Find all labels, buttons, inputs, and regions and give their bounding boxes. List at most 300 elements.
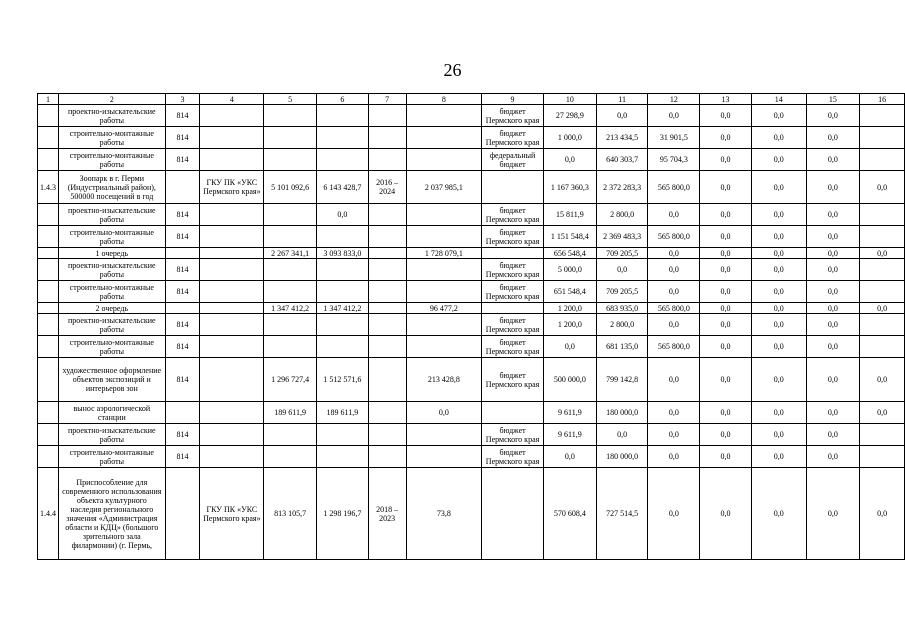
header-cell: 4 [200,94,264,105]
table-cell: 814 [165,446,200,468]
table-cell: 656 548,4 [544,248,597,259]
table-cell: 709 205,5 [596,281,648,303]
table-cell: 0,0 [596,424,648,446]
table-cell [165,303,200,314]
table-cell [264,281,317,303]
table-cell: 0,0 [700,468,752,560]
table-cell: 0,0 [751,226,806,248]
table-cell [860,446,905,468]
table-cell [200,402,264,424]
table-cell [317,446,369,468]
table-row [38,468,905,560]
table-cell: 814 [165,281,200,303]
table-cell [860,204,905,226]
table-cell: 640 303,7 [596,149,648,171]
table-cell: 9 611,9 [544,402,597,424]
table-cell: вынос аэрологической станции [59,402,166,424]
table-cell: 0,0 [648,248,700,259]
table-cell [368,204,406,226]
table-cell: 814 [165,259,200,281]
header-cell: 9 [482,94,544,105]
table-cell [860,149,905,171]
table-cell: 0,0 [860,402,905,424]
table-cell: Приспособление для современного использования объекта культурного наследия регионального значения «Администрация области и КДЦ» (большого зрительного зала филармонии) (г. Пермь, [59,468,166,560]
table-cell: 0,0 [860,303,905,314]
table-cell: 73,8 [406,468,482,560]
table-cell: ГКУ ПК «УКС Пермского края» [200,171,264,204]
table-cell: 0,0 [806,358,860,402]
table-cell [860,336,905,358]
table-cell [165,171,200,204]
table-cell: 189 611,9 [264,402,317,424]
table-cell: 0,0 [860,171,905,204]
table-cell: 0,0 [700,248,752,259]
table-cell [264,127,317,149]
page-number: 26 [443,60,462,80]
table-cell [860,127,905,149]
table-cell [482,402,544,424]
table-cell: 0,0 [700,171,752,204]
table-cell: 813 105,7 [264,468,317,560]
table-row [38,149,905,171]
table-cell: 0,0 [751,402,806,424]
table-cell: 814 [165,127,200,149]
table-cell: 213 434,5 [596,127,648,149]
table-cell: 0,0 [751,336,806,358]
table-cell: 0,0 [751,446,806,468]
table-row [38,358,905,402]
header-cell: 13 [700,94,752,105]
table-cell [200,446,264,468]
table-cell [368,127,406,149]
header-cell: 15 [806,94,860,105]
table-cell [38,105,59,127]
table-cell [317,127,369,149]
table-cell [38,314,59,336]
table-cell [368,314,406,336]
table-cell: 0,0 [806,314,860,336]
table-cell: 2 369 483,3 [596,226,648,248]
table-cell [38,226,59,248]
header-cell: 7 [368,94,406,105]
table-cell: строительно-монтажные работы [59,446,166,468]
table-cell: 1 296 727,4 [264,358,317,402]
table-cell: 0,0 [544,446,597,468]
table-cell [38,127,59,149]
table-cell: 2016 – 2024 [368,171,406,204]
table-cell: 0,0 [648,468,700,560]
table-cell: 0,0 [700,358,752,402]
table-cell [38,446,59,468]
table-cell [264,314,317,336]
table-cell: строительно-монтажные работы [59,149,166,171]
table-cell: 27 298,9 [544,105,597,127]
table-row [38,259,905,281]
table-cell: 0,0 [648,446,700,468]
table-row [38,204,905,226]
table-cell: 2 800,0 [596,314,648,336]
table-cell [38,424,59,446]
table-cell [368,446,406,468]
table-cell [264,259,317,281]
table-cell [200,105,264,127]
table-cell: 95 704,3 [648,149,700,171]
table-cell: 0,0 [751,149,806,171]
table-cell: 0,0 [806,226,860,248]
table-cell: 213 428,8 [406,358,482,402]
table-cell [860,424,905,446]
table-row [38,171,905,204]
table-cell: 2 267 341,1 [264,248,317,259]
table-cell: 0,0 [806,468,860,560]
table-cell [200,248,264,259]
table-row [38,424,905,446]
table-cell: 0,0 [648,424,700,446]
table-cell: 0,0 [700,259,752,281]
table-cell: 0,0 [648,105,700,127]
table-cell [200,127,264,149]
table-cell [406,424,482,446]
table-cell: 1 200,0 [544,314,597,336]
table-cell [406,281,482,303]
table-row [38,127,905,149]
table-cell: 0,0 [806,402,860,424]
table-cell: федеральный бюджет [482,149,544,171]
table-cell [406,446,482,468]
table-cell: 0,0 [648,204,700,226]
table-cell [368,105,406,127]
table-cell: 0,0 [700,226,752,248]
table-cell: 651 548,4 [544,281,597,303]
table-cell: 565 800,0 [648,336,700,358]
table-cell [200,314,264,336]
table-cell: бюджет Пермского края [482,446,544,468]
header-cell: 16 [860,94,905,105]
table-cell: 814 [165,424,200,446]
table-cell: 0,0 [406,402,482,424]
table-cell: 0,0 [806,149,860,171]
table-cell: 0,0 [806,127,860,149]
table-cell: 565 800,0 [648,226,700,248]
table-cell: 96 477,2 [406,303,482,314]
table-cell: 1 151 548,4 [544,226,597,248]
table-cell: 31 901,5 [648,127,700,149]
table-cell: 0,0 [648,402,700,424]
table-cell: 727 514,5 [596,468,648,560]
table-cell [368,424,406,446]
table-cell: 1 200,0 [544,303,597,314]
table-cell: 0,0 [596,105,648,127]
header-cell: 14 [751,94,806,105]
table-cell: строительно-монтажные работы [59,336,166,358]
table-cell: 0,0 [751,424,806,446]
table-cell: 0,0 [544,336,597,358]
table-row [38,446,905,468]
table-cell [317,336,369,358]
table-cell [264,226,317,248]
table-cell [317,226,369,248]
table-cell: 0,0 [700,149,752,171]
header-cell: 3 [165,94,200,105]
table-cell [368,402,406,424]
table-row [38,336,905,358]
table-row [38,226,905,248]
table-cell: 0,0 [806,259,860,281]
table-cell [38,281,59,303]
table-cell [38,248,59,259]
table-cell: 709 205,5 [596,248,648,259]
table-cell: 0,0 [700,314,752,336]
table-cell: 3 093 833,0 [317,248,369,259]
table-cell: 0,0 [751,281,806,303]
table-cell: 2 очередь [59,303,166,314]
table-row [38,303,905,314]
table-row [38,248,905,259]
table-cell: 0,0 [751,358,806,402]
table-cell: 814 [165,336,200,358]
table-cell: 0,0 [806,204,860,226]
table-row [38,402,905,424]
table-cell: 0,0 [317,204,369,226]
table-cell: 180 000,0 [596,402,648,424]
table-cell: 0,0 [806,424,860,446]
table-cell: 500 000,0 [544,358,597,402]
table-cell: бюджет Пермского края [482,127,544,149]
table-cell: 0,0 [806,171,860,204]
table-cell: 814 [165,314,200,336]
table-cell: 814 [165,226,200,248]
table-cell [406,336,482,358]
table-cell: бюджет Пермского края [482,358,544,402]
table-cell: 2 372 283,3 [596,171,648,204]
table-cell: 9 611,9 [544,424,597,446]
table-cell: 799 142,8 [596,358,648,402]
table-cell [165,402,200,424]
table-cell: ГКУ ПК «УКС Пермского края» [200,468,264,560]
table-cell: 0,0 [751,204,806,226]
table-cell [406,149,482,171]
table-cell [200,259,264,281]
table-cell: 5 000,0 [544,259,597,281]
table-cell [165,248,200,259]
table-cell [317,314,369,336]
table-cell: 2 037 985,1 [406,171,482,204]
table-cell: 0,0 [806,248,860,259]
table-cell: проектно-изыскательские работы [59,314,166,336]
table-cell: 0,0 [700,402,752,424]
table-cell: бюджет Пермского края [482,259,544,281]
table-cell [200,303,264,314]
table-cell: 0,0 [860,468,905,560]
table-cell [317,424,369,446]
table-cell [368,336,406,358]
table-cell: 189 611,9 [317,402,369,424]
table-cell: 814 [165,149,200,171]
table-cell [368,226,406,248]
table-cell [860,314,905,336]
table-cell [368,358,406,402]
table-cell [200,358,264,402]
table-cell: 0,0 [806,303,860,314]
table-cell [482,248,544,259]
table-cell: бюджет Пермского края [482,281,544,303]
table-cell: 0,0 [648,358,700,402]
table-cell [860,281,905,303]
table-cell: 0,0 [700,127,752,149]
table-cell: 1 347 412,2 [264,303,317,314]
table-cell [860,226,905,248]
table-cell: 1 000,0 [544,127,597,149]
table-cell: 1 347 412,2 [317,303,369,314]
table-cell: Зоопарк в г. Перми (Индустриальный район), 500000 посещений в год [59,171,166,204]
table-cell: 15 811,9 [544,204,597,226]
table-cell [317,259,369,281]
table-cell: 0,0 [806,446,860,468]
table-cell: 6 143 428,7 [317,171,369,204]
table-cell [368,303,406,314]
table-cell: 180 000,0 [596,446,648,468]
table-cell: 0,0 [751,248,806,259]
table-cell: 0,0 [700,446,752,468]
table-cell [200,281,264,303]
table-cell: художественное оформление объектов экспозиций и интерьеров зон [59,358,166,402]
table-cell [317,105,369,127]
header-cell: 12 [648,94,700,105]
table-cell [860,105,905,127]
table-cell: 0,0 [806,105,860,127]
table-cell: 0,0 [751,314,806,336]
table-cell: 0,0 [751,105,806,127]
table-cell: 0,0 [806,281,860,303]
table-cell: 0,0 [860,248,905,259]
table-cell [860,259,905,281]
table-cell: бюджет Пермского края [482,105,544,127]
header-cell: 6 [317,94,369,105]
table-cell: бюджет Пермского края [482,226,544,248]
table-cell: бюджет Пермского края [482,424,544,446]
table-cell: бюджет Пермского края [482,204,544,226]
table-cell [264,105,317,127]
table-cell [482,468,544,560]
table-cell: бюджет Пермского края [482,314,544,336]
table-cell [368,149,406,171]
header-cell: 8 [406,94,482,105]
table-cell: 1 512 571,6 [317,358,369,402]
table-cell: 1 очередь [59,248,166,259]
table-cell: 0,0 [544,149,597,171]
table-cell [38,259,59,281]
table-cell [406,259,482,281]
table-cell: строительно-монтажные работы [59,226,166,248]
table-cell: 683 935,0 [596,303,648,314]
header-cell: 11 [596,94,648,105]
table-cell: 2 800,0 [596,204,648,226]
table-cell: 0,0 [700,303,752,314]
table-cell: 681 135,0 [596,336,648,358]
table-row [38,314,905,336]
table-cell: 0,0 [751,171,806,204]
table-cell: 0,0 [806,336,860,358]
table-cell [38,336,59,358]
table-cell: 565 800,0 [648,171,700,204]
table-cell [200,424,264,446]
table-cell [38,303,59,314]
table-cell [200,149,264,171]
table-cell [482,303,544,314]
table-cell: проектно-изыскательские работы [59,204,166,226]
table-cell: 0,0 [700,105,752,127]
table-cell [368,259,406,281]
table-cell: 0,0 [700,336,752,358]
table-cell [368,281,406,303]
table-cell [264,204,317,226]
table-cell: проектно-изыскательские работы [59,105,166,127]
table-cell: 814 [165,105,200,127]
table-cell [165,468,200,560]
table-cell: 1 167 360,3 [544,171,597,204]
table-cell: 0,0 [648,314,700,336]
table-cell: 0,0 [751,259,806,281]
table-cell [200,204,264,226]
table-cell: 0,0 [860,358,905,402]
table-cell: 0,0 [700,204,752,226]
header-cell: 2 [59,94,166,105]
table-cell: 0,0 [596,259,648,281]
table-cell [317,149,369,171]
table-cell [406,105,482,127]
table-cell [200,336,264,358]
table-cell: 814 [165,204,200,226]
table-row [38,281,905,303]
table-cell [406,204,482,226]
table-cell [38,204,59,226]
budget-table [37,93,905,560]
table-cell [482,171,544,204]
table-cell [38,149,59,171]
table-cell: строительно-монтажные работы [59,127,166,149]
table-cell [264,446,317,468]
table-cell: 5 101 092,6 [264,171,317,204]
table-cell: 0,0 [700,424,752,446]
table-cell: 0,0 [751,468,806,560]
table-cell: 0,0 [751,303,806,314]
table-cell: 0,0 [700,281,752,303]
table-cell: проектно-изыскательские работы [59,259,166,281]
table-cell [406,226,482,248]
table-cell [264,424,317,446]
table-cell: 570 608,4 [544,468,597,560]
table-cell: бюджет Пермского края [482,336,544,358]
table-cell [368,248,406,259]
table-cell [406,127,482,149]
table-cell: строительно-монтажные работы [59,281,166,303]
table-cell [317,281,369,303]
header-row [38,94,905,105]
table-cell [264,149,317,171]
table-cell [406,314,482,336]
table-cell: 1 298 196,7 [317,468,369,560]
table-cell [264,336,317,358]
table-cell: 814 [165,358,200,402]
table-cell: проектно-изыскательские работы [59,424,166,446]
table-row [38,105,905,127]
table-cell: 2018 – 2023 [368,468,406,560]
table-cell: 0,0 [648,281,700,303]
header-cell: 5 [264,94,317,105]
table-cell: 0,0 [648,259,700,281]
table-cell: 0,0 [751,127,806,149]
table-cell: 1.4.4 [38,468,59,560]
